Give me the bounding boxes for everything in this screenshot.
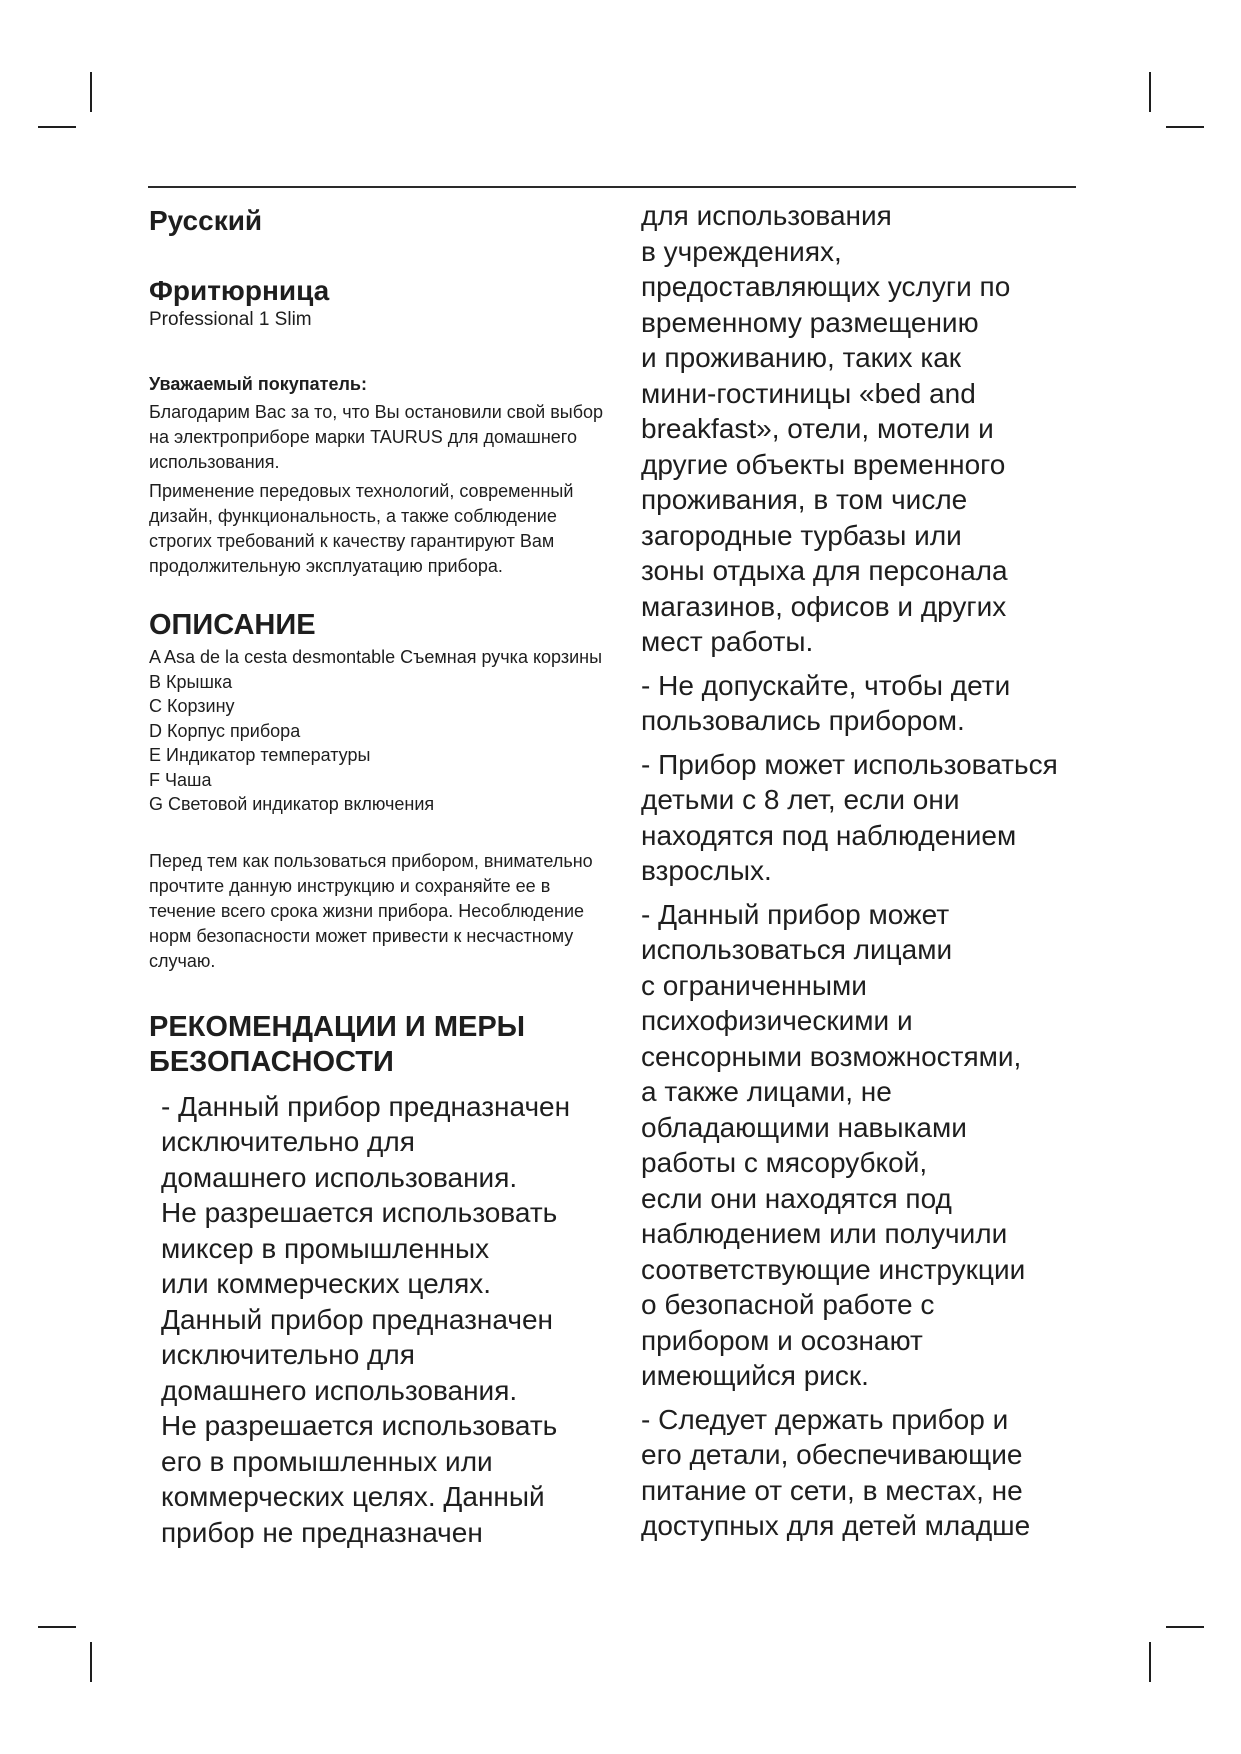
greeting-heading: Уважаемый покупатель: <box>149 374 367 394</box>
greeting-paragraph: Благодарим Вас за то, что Вы остановили свой выбор на электроприборе марки TAURUS для домашнего использования. <box>149 402 604 472</box>
safety-heading: РЕКОМЕНДАЦИИ И МЕРЫ БЕЗОПАСНОСТИ <box>149 1010 526 1078</box>
crop-mark <box>1149 1642 1151 1682</box>
safety-item: - Данный прибор предназначен исключительно для домашнего использования. Не разрешается использовать миксер в промышленных или коммерческих целях. Данный прибор предназначен исключительно для домашнего использования. Не разрешается использовать его в промышленных или коммерческих целях. Данный прибор не предназначен <box>161 1090 571 1548</box>
list-item: G Световой индикатор включения <box>149 794 435 814</box>
list-item: B Крышка <box>149 671 233 692</box>
crop-mark <box>38 1626 76 1628</box>
list-item: F Чаша <box>149 769 212 790</box>
left-column <box>149 198 619 1550</box>
list-item: A Asa de la cesta desmontable Съемная ручка корзины <box>149 647 603 667</box>
safety-item: для использования в учреждениях, предоставляющих услуги по временному размещению и проживанию, таких как мини-гостиницы «bed and breakfast», отели, мотели и другие объекты временного проживания, в том числе загородные турбазы или зоны отдыха для персонала магазинов, офисов и других мест работы. <box>641 200 1011 657</box>
list-item: C Корзину <box>149 696 235 716</box>
crop-mark <box>90 72 92 112</box>
parts-list <box>149 645 619 817</box>
crop-mark <box>1149 72 1151 112</box>
warning-paragraph: Перед тем как пользоваться прибором, внимательно прочтите данную инструкцию и сохраняйте ее в течение всего срока жизни прибора. Несоблюдение норм безопасности может привести к несчастному случаю. <box>149 850 593 971</box>
description-heading: ОПИСАНИЕ <box>149 609 316 641</box>
crop-mark <box>90 1642 92 1682</box>
crop-mark <box>1166 1626 1204 1628</box>
list-item: D Корпус прибора <box>149 720 301 741</box>
safety-item: - Следует держать прибор и его детали, обеспечивающие питание от сети, в местах, не доступных для детей младше <box>641 1403 1031 1541</box>
safety-item: - Не допускайте, чтобы дети пользовались прибором. <box>641 669 1011 736</box>
crop-mark <box>1166 126 1204 128</box>
language-label: Русский <box>149 205 263 236</box>
safety-item: - Данный прибор может использоваться лицами с ограниченными психофизическими и сенсорными возможностями, а также лицами, не обладающими навыками работы с мясорубкой, если они находятся под наблюдением или получили соответствующие инструкции о безопасной работе с прибором и осознают имеющийся риск. <box>641 898 1026 1391</box>
product-model: Professional 1 Slim <box>149 309 312 330</box>
right-column <box>641 198 1111 1544</box>
crop-mark <box>38 126 76 128</box>
list-item: E Индикатор температуры <box>149 745 371 765</box>
safety-item: - Прибор может использоваться детьми с 8 лет, если они находятся под наблюдением взрослых. <box>641 748 1058 886</box>
greeting-paragraph: Применение передовых технологий, современный дизайн, функциональность, а также соблюдение строгих требований к качеству гарантируют Вам продолжительную эксплуатацию прибора. <box>149 481 574 576</box>
header-rule <box>148 186 1076 188</box>
product-title: Фритюрница <box>149 275 330 306</box>
